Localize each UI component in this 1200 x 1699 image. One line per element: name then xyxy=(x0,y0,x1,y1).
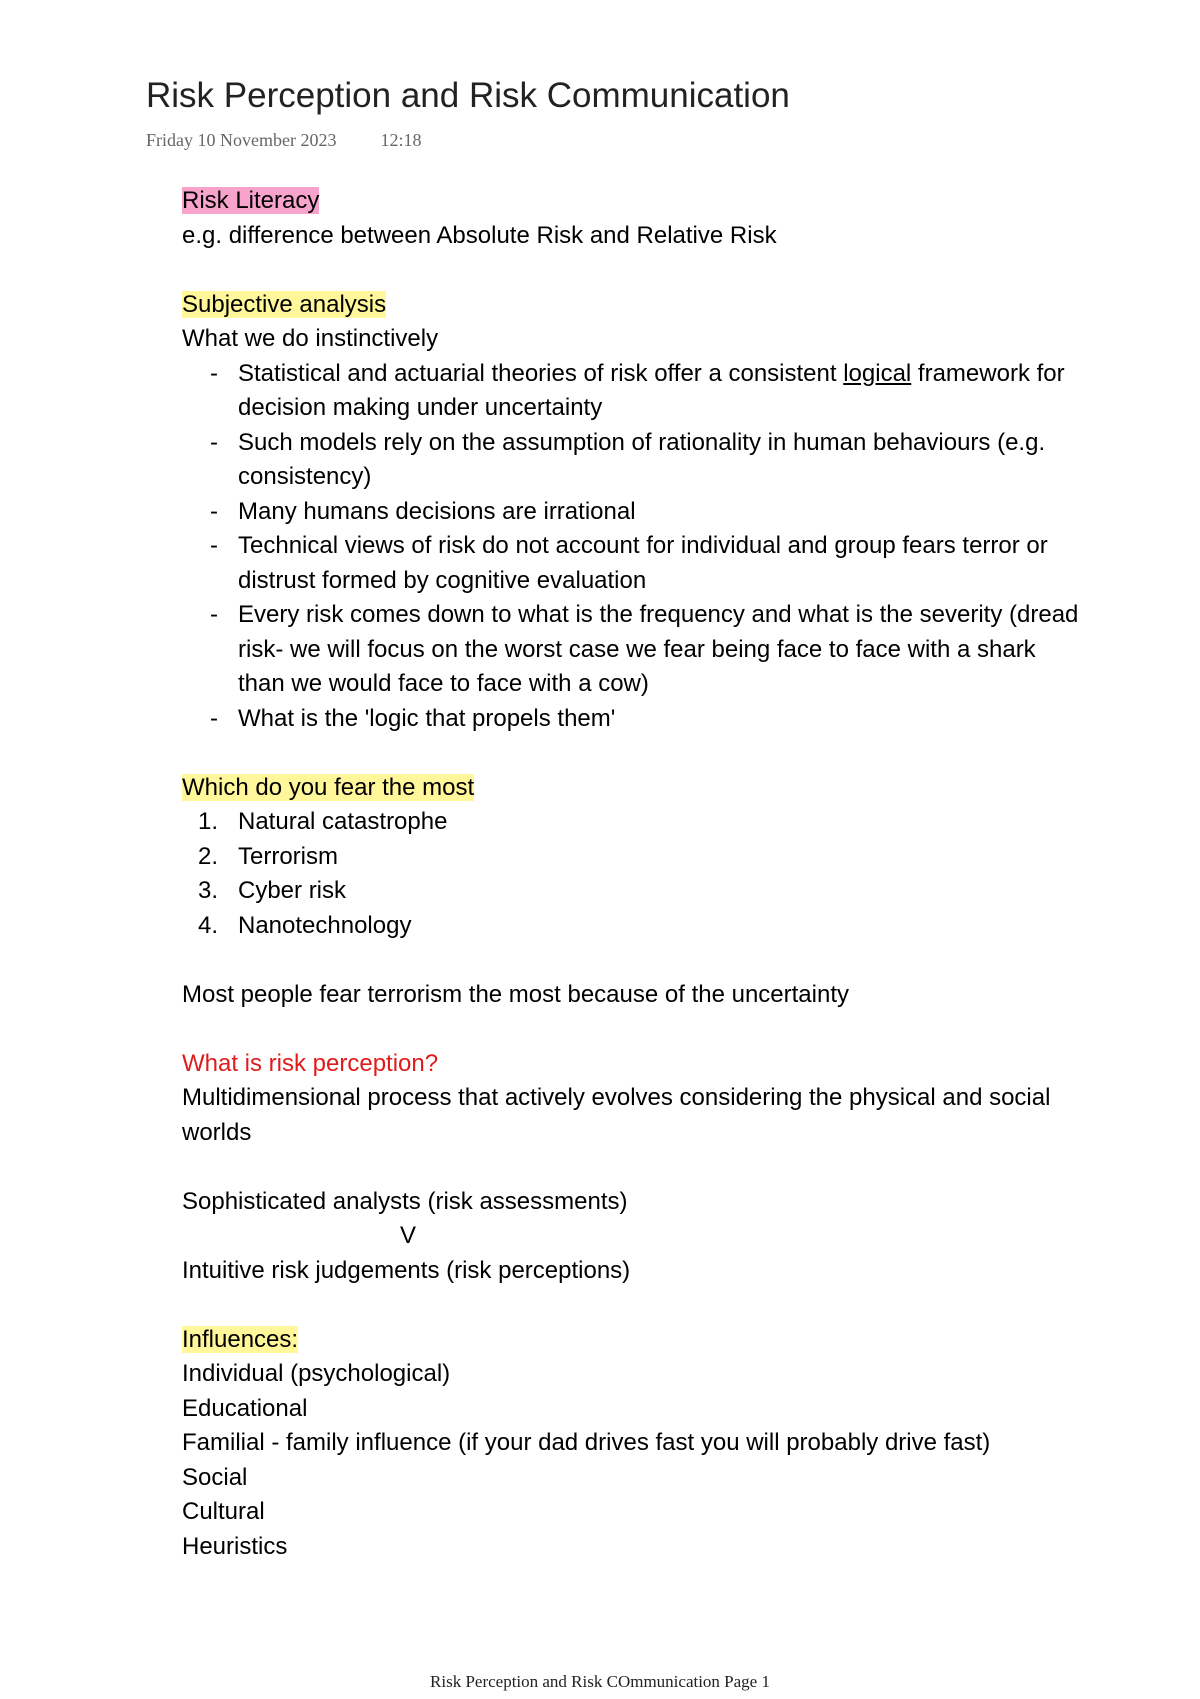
list-item: - Statistical and actuarial theories of risk offer a consistent logical framework for decision making under uncertainty xyxy=(182,357,1082,426)
compare-analysts: Sophisticated analysts (risk assessments) xyxy=(182,1187,628,1215)
list-item: - What is the 'logic that propels them' xyxy=(182,702,1082,737)
fear-numbered-list xyxy=(182,805,1082,943)
risk-perception-definition: Multidimensional process that actively evolves considering the physical and social worlds xyxy=(182,1084,1051,1146)
page-title: Risk Perception and Risk Communication xyxy=(146,76,790,115)
subjective-analysis-heading: Subjective analysis xyxy=(182,290,387,318)
note-content xyxy=(182,184,1082,1564)
subjective-intro: What we do instinctively xyxy=(182,325,439,352)
list-item: - Every risk comes down to what is the frequency and what is the severity (dread risk- we will focus on the worst case we fear being face to face with a shark than we would face to face with a cow) xyxy=(182,598,1082,702)
influence-item: Social xyxy=(182,1463,248,1491)
influence-item: Educational xyxy=(182,1394,308,1422)
page-footer: Risk Perception and Risk COmmunication Page 1 xyxy=(430,1672,770,1691)
influence-item: Familial - family influence (if your dad drives fast you will probably drive fast) xyxy=(182,1429,991,1456)
list-item: 4. Nanotechnology xyxy=(198,911,412,939)
influence-item: Cultural xyxy=(182,1498,265,1525)
influences-heading: Influences: xyxy=(182,1325,299,1353)
compare-versus: V xyxy=(400,1222,417,1249)
list-item: 3. Cyber risk xyxy=(198,877,347,904)
influence-item: Individual (psychological) xyxy=(182,1360,451,1387)
list-item: 1. Natural catastrophe xyxy=(198,808,448,835)
risk-literacy-heading: Risk Literacy xyxy=(182,187,320,214)
influence-item: Heuristics xyxy=(182,1532,288,1560)
list-item: 2. Terrorism xyxy=(198,842,338,870)
risk-perception-heading: What is risk perception? xyxy=(182,1049,439,1077)
subjective-bullet-list xyxy=(182,357,1082,737)
fear-heading: Which do you fear the most xyxy=(182,773,475,801)
list-item: - Many humans decisions are irrational xyxy=(182,495,1082,530)
risk-literacy-text: e.g. difference between Absolute Risk and Relative Risk xyxy=(182,221,777,249)
underlined-word: logical xyxy=(843,359,912,387)
list-item: - Such models rely on the assumption of rationality in human behaviours (e.g. consistency) xyxy=(182,426,1082,495)
time-label: 12:18 xyxy=(380,130,422,150)
fear-conclusion: Most people fear terrorism the most because of the uncertainty xyxy=(182,980,849,1008)
page-meta xyxy=(146,130,421,151)
compare-intuitive: Intuitive risk judgements (risk perceptions) xyxy=(182,1256,631,1284)
date-label: Friday 10 November 2023 xyxy=(146,130,337,150)
list-item: - Technical views of risk do not account for individual and group fears terror or distrust formed by cognitive evaluation xyxy=(182,529,1082,598)
